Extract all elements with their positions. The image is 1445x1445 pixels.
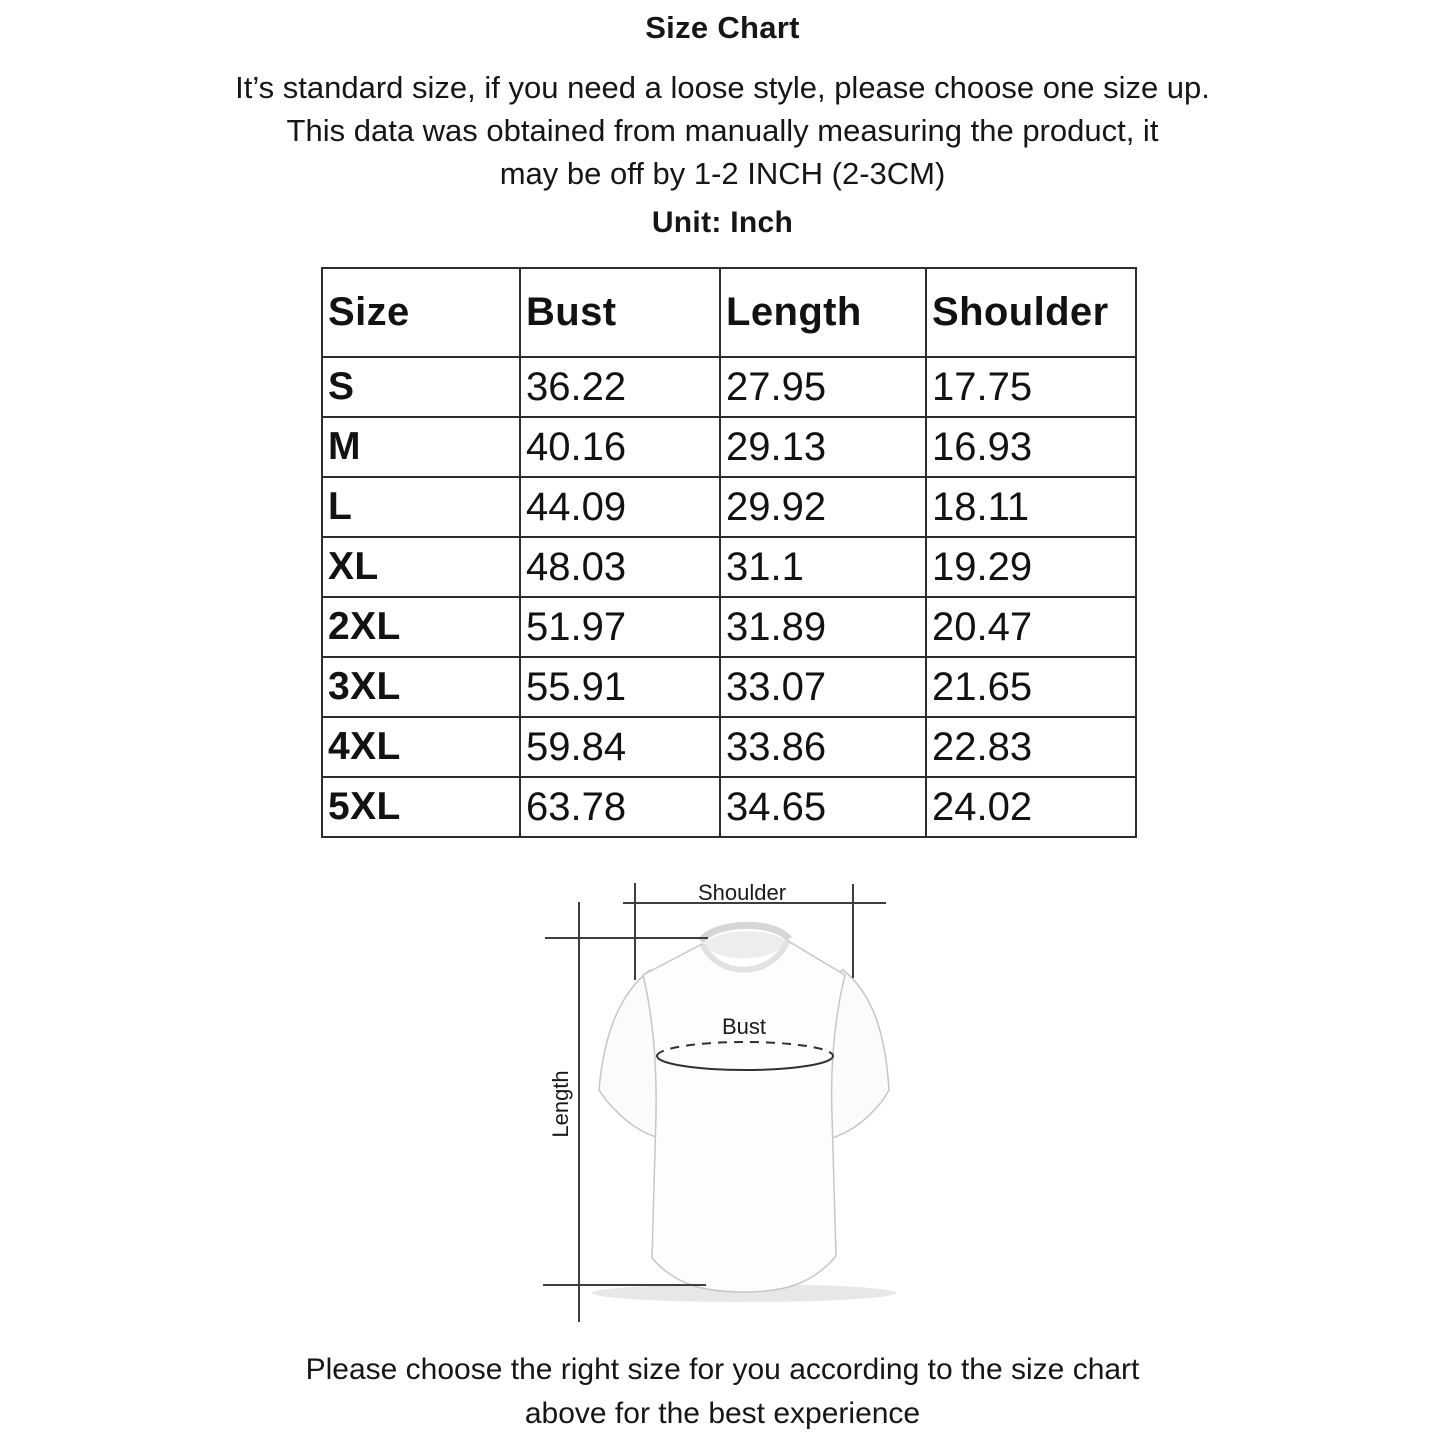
table-row [322,417,1136,477]
footer-line: above for the best experience [524,1397,921,1430]
description-line: It’s standard size, if you need a loose style, please choose one size up. [235,70,1210,105]
footer-line: Please choose the right size for you according to the size chart [305,1353,1140,1386]
bust-cell: 40.16 [520,417,720,477]
length-cell: 29.13 [720,417,926,477]
bust-cell: 36.22 [520,357,720,417]
shoulder-cell: 21.65 [926,657,1136,717]
column-header-size: Size [322,268,520,357]
shoulder-cell: 16.93 [926,417,1136,477]
diagram-bust-label: Bust [721,1014,767,1039]
column-header-length: Length [720,268,926,357]
diagram-length-label: Length [548,1070,573,1138]
bust-cell: 63.78 [520,777,720,837]
size-cell: M [322,417,520,477]
size-cell: L [322,477,520,537]
shoulder-cell: 22.83 [926,717,1136,777]
size-cell: 4XL [322,717,520,777]
length-cell: 29.92 [720,477,926,537]
description-paragraph [0,66,1445,195]
description-line: may be off by 1-2 INCH (2-3CM) [499,156,946,191]
tshirt-body [643,941,845,1292]
table-row [322,657,1136,717]
shoulder-cell: 24.02 [926,777,1136,837]
length-cell: 33.07 [720,657,926,717]
table-row [322,597,1136,657]
length-cell: 33.86 [720,717,926,777]
column-header-bust: Bust [520,268,720,357]
size-cell: 5XL [322,777,520,837]
size-diagram [0,870,1445,1335]
shoulder-cell: 17.75 [926,357,1136,417]
page-title: Size Chart [645,10,800,45]
bust-cell: 55.91 [520,657,720,717]
size-cell: S [322,357,520,417]
length-cell: 34.65 [720,777,926,837]
length-cell: 31.89 [720,597,926,657]
bust-cell: 48.03 [520,537,720,597]
table-row [322,537,1136,597]
length-cell: 31.1 [720,537,926,597]
table-row [322,717,1136,777]
size-cell: XL [322,537,520,597]
footer-note [0,1348,1445,1436]
description-line: This data was obtained from manually measuring the product, it [286,113,1159,148]
shoulder-cell: 18.11 [926,477,1136,537]
table-row [322,357,1136,417]
table-row [322,777,1136,837]
shoulder-cell: 19.29 [926,537,1136,597]
unit-label: Unit: Inch [651,206,794,239]
length-cell: 27.95 [720,357,926,417]
size-cell: 3XL [322,657,520,717]
bust-cell: 59.84 [520,717,720,777]
column-header-shoulder: Shoulder [926,268,1136,357]
tshirt-neck-inside [703,931,787,958]
table-row [322,477,1136,537]
table-header-row [322,268,1136,357]
diagram-shoulder-label: Shoulder [697,880,787,905]
size-cell: 2XL [322,597,520,657]
shoulder-cell: 20.47 [926,597,1136,657]
size-table [321,267,1137,838]
bust-cell: 44.09 [520,477,720,537]
bust-cell: 51.97 [520,597,720,657]
